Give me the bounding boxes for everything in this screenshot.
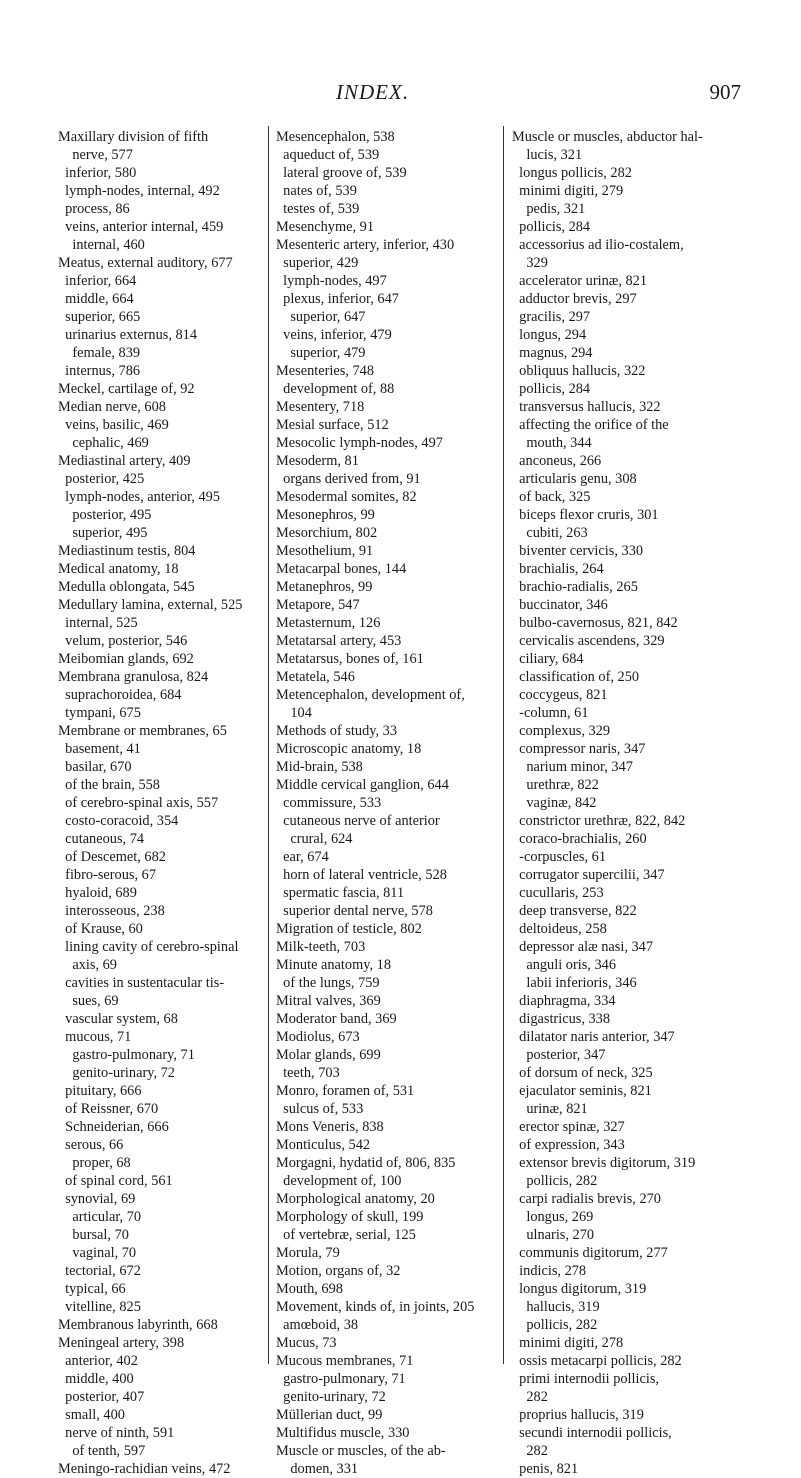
index-entry: cavities in sustentacular tis- <box>58 975 225 991</box>
index-entry: of vertebræ, serial, 125 <box>276 1227 416 1243</box>
index-entry: longus, 269 <box>512 1209 594 1225</box>
index-entry: teeth, 703 <box>276 1065 340 1081</box>
index-entry: Meatus, external auditory, 677 <box>58 255 233 271</box>
index-entry: of cerebro-spinal axis, 557 <box>58 795 219 811</box>
index-entry: 282 <box>512 1389 548 1405</box>
column-rule <box>268 126 269 1364</box>
index-entry: middle, 664 <box>58 291 134 307</box>
index-entry: Meckel, cartilage of, 92 <box>58 381 195 397</box>
index-entry: Median nerve, 608 <box>58 399 166 415</box>
index-entry: Mid-brain, 538 <box>276 759 363 775</box>
index-entry: ciliary, 684 <box>512 651 584 667</box>
index-entry: Middle cervical ganglion, 644 <box>276 777 449 793</box>
page-number: 907 <box>709 80 741 104</box>
index-entry: Metanephros, 99 <box>276 579 373 595</box>
index-entry: veins, basilic, 469 <box>58 417 169 433</box>
index-column-1 <box>58 128 260 1478</box>
index-entry: accelerator urinæ, 821 <box>512 273 648 289</box>
index-entry: indicis, 278 <box>512 1263 587 1279</box>
index-entry: magnus, 294 <box>512 345 593 361</box>
index-entry: coraco-brachialis, 260 <box>512 831 647 847</box>
index-entry: veins, anterior internal, 459 <box>58 219 224 235</box>
index-entry: velum, posterior, 546 <box>58 633 188 649</box>
index-entry: of spinal cord, 561 <box>58 1173 173 1189</box>
index-entry: cutaneous nerve of anterior <box>276 813 440 829</box>
index-entry: proper, 68 <box>58 1155 131 1171</box>
index-entry: -corpuscles, 61 <box>512 849 607 865</box>
index-entry: gracilis, 297 <box>512 309 591 325</box>
index-entry: urethræ, 822 <box>512 777 599 793</box>
index-entry: Maxillary division of fifth <box>58 129 209 145</box>
index-entry: minimi digiti, 278 <box>512 1335 624 1351</box>
index-entry: cephalic, 469 <box>58 435 149 451</box>
index-entry: fibro-serous, 67 <box>58 867 156 883</box>
index-entry: articularis genu, 308 <box>512 471 637 487</box>
index-entry: deltoideus, 258 <box>512 921 607 937</box>
index-entry: Mesocolic lymph-nodes, 497 <box>276 435 443 451</box>
index-entry: aqueduct of, 539 <box>276 147 380 163</box>
index-entry: cutaneous, 74 <box>58 831 145 847</box>
index-entry: deep transverse, 822 <box>512 903 637 919</box>
index-entry: communis digitorum, 277 <box>512 1245 668 1261</box>
index-entry: anguli oris, 346 <box>512 957 616 973</box>
index-entry: diaphragma, 334 <box>512 993 616 1009</box>
index-entry: sulcus of, 533 <box>276 1101 364 1117</box>
running-header <box>0 80 801 104</box>
index-entry: pollicis, 282 <box>512 1173 598 1189</box>
index-entry: secundi internodii pollicis, <box>512 1425 672 1441</box>
index-entry: cucullaris, 253 <box>512 885 604 901</box>
index-entry: nates of, 539 <box>276 183 357 199</box>
index-entry: vascular system, 68 <box>58 1011 178 1027</box>
index-entry: hyaloid, 689 <box>58 885 137 901</box>
index-entry: cervicalis ascendens, 329 <box>512 633 665 649</box>
index-entry: Medical anatomy, 18 <box>58 561 179 577</box>
index-entry: inferior, 664 <box>58 273 137 289</box>
index-entry: Morula, 79 <box>276 1245 340 1261</box>
index-entry: sues, 69 <box>58 993 119 1009</box>
index-entry: biceps flexor cruris, 301 <box>512 507 659 523</box>
index-entry: organs derived from, 91 <box>276 471 421 487</box>
index-entry: lymph-nodes, 497 <box>276 273 387 289</box>
index-entry: Metatarsus, bones of, 161 <box>276 651 424 667</box>
index-entry: superior, 665 <box>58 309 141 325</box>
index-entry: Mesencephalon, 538 <box>276 129 395 145</box>
index-entry: Motion, organs of, 32 <box>276 1263 401 1279</box>
index-entry: bursal, 70 <box>58 1227 129 1243</box>
index-entry: primi internodii pollicis, <box>512 1371 660 1387</box>
index-entry: Mesenchyme, 91 <box>276 219 374 235</box>
index-entry: Mitral valves, 369 <box>276 993 381 1009</box>
index-entry: internal, 460 <box>58 237 145 253</box>
index-entry: corrugator supercilii, 347 <box>512 867 665 883</box>
index-entry: pollicis, 284 <box>512 381 591 397</box>
index-entry: Meningeal artery, 398 <box>58 1335 185 1351</box>
index-entry: Molar glands, 699 <box>276 1047 381 1063</box>
index-entry: of the brain, 558 <box>58 777 160 793</box>
index-entry: coccygeus, 821 <box>512 687 608 703</box>
index-entry: axis, 69 <box>58 957 117 973</box>
index-entry: posterior, 347 <box>512 1047 606 1063</box>
index-entry: nerve of ninth, 591 <box>58 1425 175 1441</box>
index-entry: Mesorchium, 802 <box>276 525 378 541</box>
index-entry: transversus hallucis, 322 <box>512 399 661 415</box>
index-entry: Migration of testicle, 802 <box>276 921 422 937</box>
index-entry: Metasternum, 126 <box>276 615 381 631</box>
index-entry: mouth, 344 <box>512 435 592 451</box>
index-entry: cubiti, 263 <box>512 525 588 541</box>
index-entry: Mesonephros, 99 <box>276 507 375 523</box>
index-entry: compressor naris, 347 <box>512 741 646 757</box>
index-entry: brachialis, 264 <box>512 561 604 577</box>
index-entry: Müllerian duct, 99 <box>276 1407 383 1423</box>
index-entry: superior, 429 <box>276 255 359 271</box>
index-entry: mucous, 71 <box>58 1029 132 1045</box>
index-entry: anconeus, 266 <box>512 453 602 469</box>
column-rule <box>503 126 504 1364</box>
index-entry: vaginal, 70 <box>58 1245 137 1261</box>
index-entry: minimi digiti, 279 <box>512 183 624 199</box>
index-entry: 329 <box>512 255 548 271</box>
index-column-2 <box>276 128 492 1478</box>
index-entry: dilatator naris anterior, 347 <box>512 1029 675 1045</box>
index-entry: costo-coracoid, 354 <box>58 813 179 829</box>
index-entry: pollicis, 284 <box>512 219 591 235</box>
index-entry: testes of, 539 <box>276 201 360 217</box>
index-entry: accessorius ad ilio-costalem, <box>512 237 684 253</box>
index-entry: ejaculator seminis, 821 <box>512 1083 652 1099</box>
index-entry: Mesenteries, 748 <box>276 363 374 379</box>
index-entry: Membranous labyrinth, 668 <box>58 1317 218 1333</box>
index-entry: biventer cervicis, 330 <box>512 543 644 559</box>
index-column-3 <box>512 128 747 1478</box>
index-entry: posterior, 407 <box>58 1389 145 1405</box>
index-entry: domen, 331 <box>276 1461 359 1477</box>
index-entry: superior, 479 <box>276 345 366 361</box>
index-entry: Morgagni, hydatid of, 806, 835 <box>276 1155 456 1171</box>
index-entry: Schneiderian, 666 <box>58 1119 169 1135</box>
page-title: INDEX. <box>336 80 410 104</box>
index-entry: crural, 624 <box>276 831 353 847</box>
index-entry: penis, 821 <box>512 1461 579 1477</box>
index-entry: process, 86 <box>58 201 130 217</box>
index-entry: proprius hallucis, 319 <box>512 1407 644 1423</box>
index-entry: Mediastinal artery, 409 <box>58 453 191 469</box>
index-entry: Mesothelium, 91 <box>276 543 374 559</box>
index-entry: Metatarsal artery, 453 <box>276 633 402 649</box>
index-entry: Mesoderm, 81 <box>276 453 359 469</box>
index-entry: typical, 66 <box>58 1281 126 1297</box>
index-entry: serous, 66 <box>58 1137 124 1153</box>
index-entry: suprachoroidea, 684 <box>58 687 182 703</box>
index-entry: Metapore, 547 <box>276 597 360 613</box>
index-entry: Medulla oblongata, 545 <box>58 579 195 595</box>
index-entry: of Reissner, 670 <box>58 1101 159 1117</box>
index-entry: Mesenteric artery, inferior, 430 <box>276 237 455 253</box>
index-entry: erector spinæ, 327 <box>512 1119 625 1135</box>
index-entry: of tenth, 597 <box>58 1443 146 1459</box>
index-entry: development of, 100 <box>276 1173 402 1189</box>
index-entry: plexus, inferior, 647 <box>276 291 399 307</box>
index-entry: synovial, 69 <box>58 1191 136 1207</box>
index-entry: Medullary lamina, external, 525 <box>58 597 243 613</box>
index-entry: Mons Veneris, 838 <box>276 1119 384 1135</box>
index-entry: obliquus hallucis, 322 <box>512 363 646 379</box>
index-entry: pituitary, 666 <box>58 1083 142 1099</box>
index-entry: anterior, 402 <box>58 1353 138 1369</box>
index-entry: gastro-pulmonary, 71 <box>58 1047 195 1063</box>
index-entry: Mesodermal somites, 82 <box>276 489 417 505</box>
index-entry: genito-urinary, 72 <box>276 1389 386 1405</box>
index-entry: Multifidus muscle, 330 <box>276 1425 410 1441</box>
index-entry: Mesial surface, 512 <box>276 417 389 433</box>
index-entry: internal, 525 <box>58 615 138 631</box>
index-entry: Meibomian glands, 692 <box>58 651 194 667</box>
index-entry: of Krause, 60 <box>58 921 143 937</box>
index-entry: Minute anatomy, 18 <box>276 957 391 973</box>
index-entry: spermatic fascia, 811 <box>276 885 405 901</box>
index-entry: basement, 41 <box>58 741 141 757</box>
index-entry: posterior, 425 <box>58 471 145 487</box>
index-entry: complexus, 329 <box>512 723 611 739</box>
index-entry: ear, 674 <box>276 849 329 865</box>
index-entry: Morphological anatomy, 20 <box>276 1191 435 1207</box>
index-entry: longus, 294 <box>512 327 587 343</box>
index-entry: vaginæ, 842 <box>512 795 597 811</box>
index-entry: Methods of study, 33 <box>276 723 397 739</box>
index-entry: veins, inferior, 479 <box>276 327 392 343</box>
index-entry: of back, 325 <box>512 489 591 505</box>
index-entry: Mucous membranes, 71 <box>276 1353 414 1369</box>
index-entry: Metatela, 546 <box>276 669 355 685</box>
index-entry: Morphology of skull, 199 <box>276 1209 424 1225</box>
index-entry: lining cavity of cerebro-spinal <box>58 939 239 955</box>
index-entry: bulbo-cavernosus, 821, 842 <box>512 615 678 631</box>
index-entry: development of, 88 <box>276 381 395 397</box>
index-entry: Membrane or membranes, 65 <box>58 723 227 739</box>
index-entry: vitelline, 825 <box>58 1299 141 1315</box>
index-entry: brachio-radialis, 265 <box>512 579 638 595</box>
index-entry: ulnaris, 270 <box>512 1227 595 1243</box>
index-entry: pollicis, 282 <box>512 1317 598 1333</box>
index-entry: digastricus, 338 <box>512 1011 611 1027</box>
index-entry: amœboid, 38 <box>276 1317 359 1333</box>
index-entry: labii inferioris, 346 <box>512 975 637 991</box>
index-entry: female, 839 <box>58 345 141 361</box>
index-entry: middle, 400 <box>58 1371 134 1387</box>
index-entry: classification of, 250 <box>512 669 640 685</box>
index-entry: Membrana granulosa, 824 <box>58 669 209 685</box>
index-entry: tectorial, 672 <box>58 1263 141 1279</box>
index-entry: of expression, 343 <box>512 1137 625 1153</box>
index-entry: of dorsum of neck, 325 <box>512 1065 653 1081</box>
index-entry: Moderator band, 369 <box>276 1011 397 1027</box>
index-entry: constrictor urethræ, 822, 842 <box>512 813 686 829</box>
index-entry: lymph-nodes, internal, 492 <box>58 183 220 199</box>
index-entry: Muscle or muscles, of the ab- <box>276 1443 446 1459</box>
index-entry: genito-urinary, 72 <box>58 1065 175 1081</box>
index-entry: internus, 786 <box>58 363 141 379</box>
index-entry: superior dental nerve, 578 <box>276 903 433 919</box>
index-entry: horn of lateral ventricle, 528 <box>276 867 447 883</box>
index-entry: Metencephalon, development of, <box>276 687 465 703</box>
index-entry: 104 <box>276 705 312 721</box>
index-entry: Milk-teeth, 703 <box>276 939 366 955</box>
index-entry: carpi radialis brevis, 270 <box>512 1191 661 1207</box>
index-entry: inferior, 580 <box>58 165 137 181</box>
index-entry: buccinator, 346 <box>512 597 608 613</box>
index-entry: posterior, 495 <box>58 507 152 523</box>
index-entry: superior, 647 <box>276 309 366 325</box>
index-entry: Mediastinum testis, 804 <box>58 543 196 559</box>
index-entry: affecting the orifice of the <box>512 417 669 433</box>
index-entry: small, 400 <box>58 1407 125 1423</box>
index-entry: urinæ, 821 <box>512 1101 588 1117</box>
index-entry: Meningo-rachidian veins, 472 <box>58 1461 231 1477</box>
index-entry: longus pollicis, 282 <box>512 165 632 181</box>
index-entry: nerve, 577 <box>58 147 133 163</box>
index-entry: Movement, kinds of, in joints, 205 <box>276 1299 475 1315</box>
index-entry: Modiolus, 673 <box>276 1029 360 1045</box>
index-entry: longus digitorum, 319 <box>512 1281 647 1297</box>
index-entry: extensor brevis digitorum, 319 <box>512 1155 696 1171</box>
index-entry: ossis metacarpi pollicis, 282 <box>512 1353 682 1369</box>
index-entry: Microscopic anatomy, 18 <box>276 741 422 757</box>
index-entry: Muscle or muscles, abductor hal- <box>512 129 703 145</box>
index-entry: basilar, 670 <box>58 759 132 775</box>
index-entry: tympani, 675 <box>58 705 141 721</box>
index-entry: of the lungs, 759 <box>276 975 380 991</box>
index-entry: Metacarpal bones, 144 <box>276 561 407 577</box>
index-entry: interosseous, 238 <box>58 903 165 919</box>
index-entry: Mucus, 73 <box>276 1335 337 1351</box>
index-entry: depressor alæ nasi, 347 <box>512 939 654 955</box>
index-entry: narium minor, 347 <box>512 759 633 775</box>
index-entry: lymph-nodes, anterior, 495 <box>58 489 220 505</box>
index-entry: Monro, foramen of, 531 <box>276 1083 415 1099</box>
index-entry: Mouth, 698 <box>276 1281 343 1297</box>
index-entry: -column, 61 <box>512 705 589 721</box>
index-entry: urinarius externus, 814 <box>58 327 198 343</box>
index-entry: articular, 70 <box>58 1209 142 1225</box>
index-entry: 282 <box>512 1443 548 1459</box>
index-entry: superior, 495 <box>58 525 148 541</box>
index-entry: of Descemet, 682 <box>58 849 166 865</box>
index-entry: adductor brevis, 297 <box>512 291 637 307</box>
index-entry: hallucis, 319 <box>512 1299 600 1315</box>
index-entry: lateral groove of, 539 <box>276 165 407 181</box>
index-entry: gastro-pulmonary, 71 <box>276 1371 406 1387</box>
index-entry: Mesentery, 718 <box>276 399 365 415</box>
index-entry: pedis, 321 <box>512 201 586 217</box>
index-entry: commissure, 533 <box>276 795 382 811</box>
index-entry: Monticulus, 542 <box>276 1137 371 1153</box>
index-entry: lucis, 321 <box>512 147 583 163</box>
